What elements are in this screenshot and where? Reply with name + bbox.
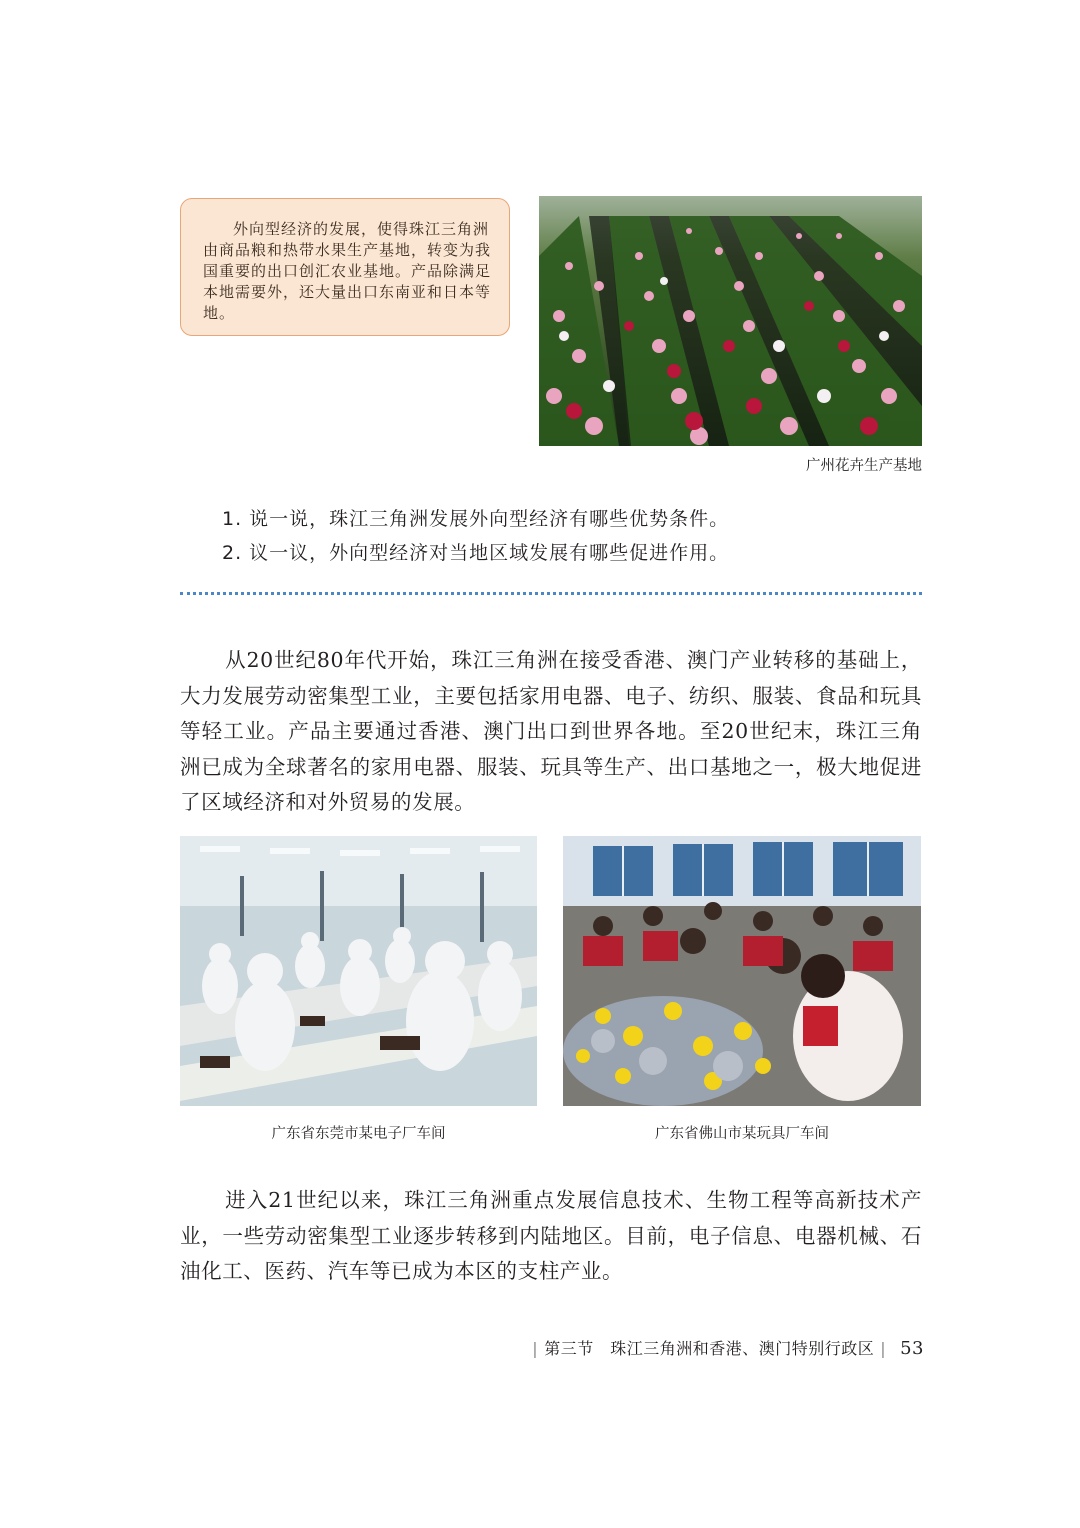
page-number: 53 (900, 1338, 924, 1359)
toy-factory-image (563, 836, 921, 1106)
question-1: 1. 说一说，珠江三角洲发展外向型经济有哪些优势条件。 (222, 508, 730, 530)
question-2: 2. 议一议，外向型经济对当地区域发展有哪些促进作用。 (222, 542, 730, 564)
dotted-divider (180, 592, 922, 595)
electronics-photo-caption: 广东省东莞市某电子厂车间 (271, 1126, 446, 1142)
toy-factory-photo (563, 836, 921, 1106)
electronics-factory-image (180, 836, 537, 1106)
page-footer (526, 1336, 924, 1359)
paragraph-2: 进入21世纪以来，珠江三角洲重点发展信息技术、生物工程等高新技术产业，一些劳动密集型工业逐步转移到内陆地区。目前，电子信息、电器机械、石油化工、医药、汽车等已成为本区的支柱产业。 (180, 1188, 922, 1283)
flower-field-photo (539, 196, 922, 446)
flower-field-image (539, 196, 922, 446)
footer-separator-left: | (532, 1339, 539, 1358)
electronics-factory-photo (180, 836, 537, 1106)
info-box-text: 外向型经济的发展，使得珠江三角洲由商品粮和热带水果生产基地，转变为我国重要的出口创汇农业基地。产品除满足本地需要外，还大量出口东南亚和日本等地。 (203, 220, 492, 322)
paragraph-1: 从20世纪80年代开始，珠江三角洲在接受香港、澳门产业转移的基础上，大力发展劳动密集型工业，主要包括家用电器、电子、纺织、服装、食品和玩具等轻工业。产品主要通过香港、澳门出口到世界各地。至20世纪末，珠江三角洲已成为全球著名的家用电器、服装、玩具等生产、出口基地之一，极大地促进了区域经济和对外贸易的发展。 (180, 648, 922, 814)
toy-photo-caption: 广东省佛山市某玩具厂车间 (655, 1126, 829, 1142)
footer-section-title: 第三节 珠江三角洲和香港、澳门特别行政区 (544, 1339, 875, 1358)
info-box (180, 198, 510, 336)
flower-photo-caption: 广州花卉生产基地 (806, 458, 922, 474)
footer-separator-right: | (880, 1339, 887, 1358)
